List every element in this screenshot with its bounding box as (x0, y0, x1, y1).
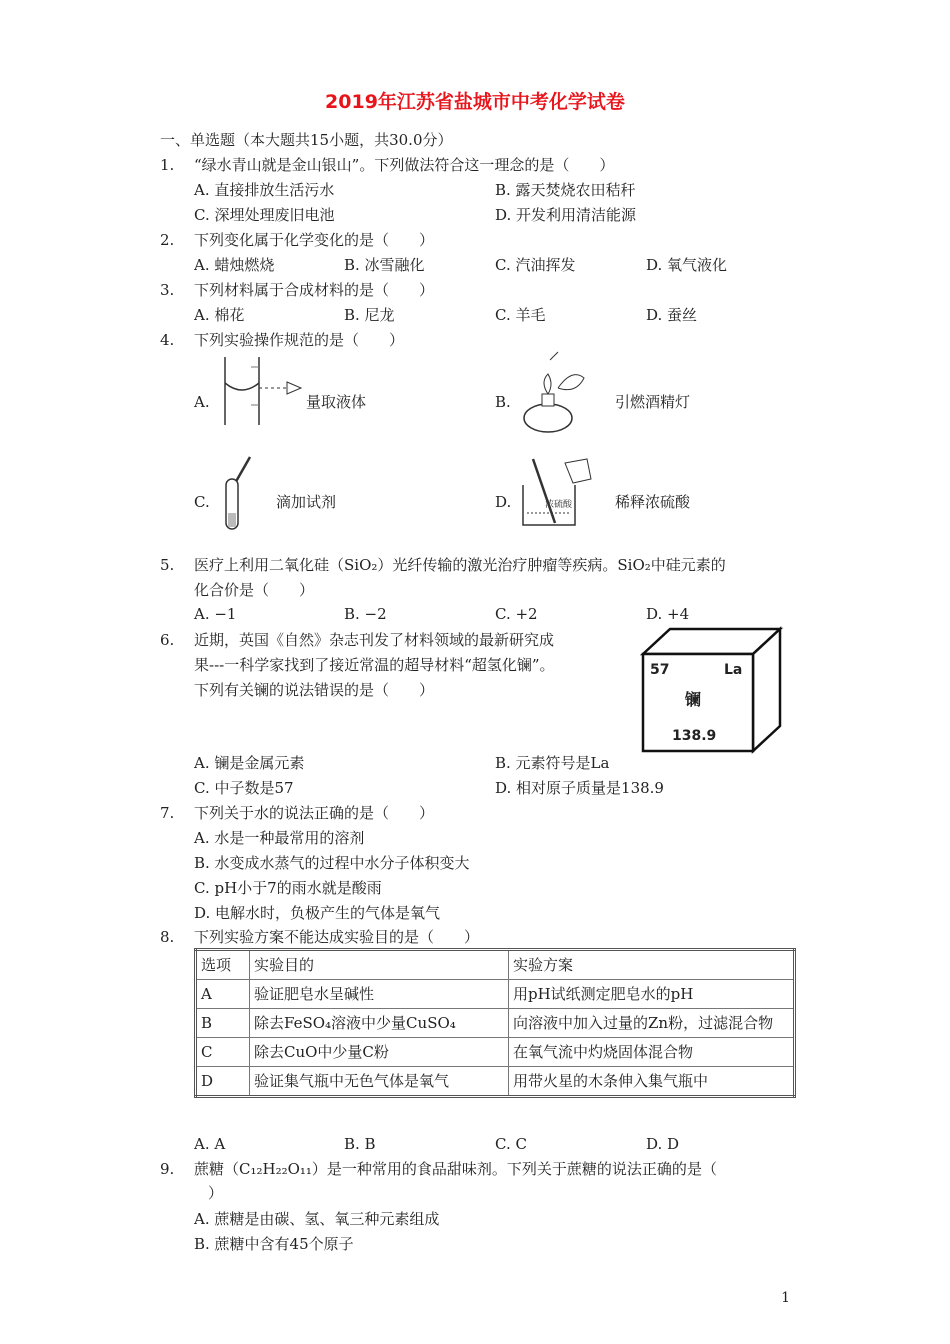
element-symbol: La (724, 662, 743, 678)
table-cell: 用带火星的木条伸入集气瓶中 (509, 1067, 795, 1097)
q5-stem-line2: 化合价是（ ） (194, 581, 315, 599)
q4-option-d: D. (495, 493, 512, 511)
q4-caption-b: 引燃酒精灯 (615, 393, 691, 411)
q4-caption-d: 稀释浓硫酸 (615, 493, 691, 511)
element-atomic-number: 57 (650, 662, 670, 678)
table-header-cell: 选项 (196, 950, 250, 980)
q4-number: 4. (160, 331, 175, 349)
table-header-row (196, 950, 795, 980)
q2-stem: 下列变化属于化学变化的是（ ） (194, 231, 435, 249)
q1-stem: “绿水青山就是金山银山”。下列做法符合这一理念的是（ ） (194, 156, 615, 174)
q7-stem: 下列关于水的说法正确的是（ ） (194, 804, 435, 822)
q8-option-b: B. B (344, 1135, 376, 1153)
q3-option-b: B. 尼龙 (344, 306, 395, 324)
q9-stem-line1: 蔗糖（C₁₂H₂₂O₁₁）是一种常用的食品甜味剂。下列关于蔗糖的说法正确的是（ (194, 1160, 717, 1178)
dropper-test-tube-icon (220, 455, 260, 535)
q5-option-a: A. −1 (194, 605, 237, 623)
q1-option-b: B. 露天焚烧农田秸秆 (495, 181, 636, 199)
q6-option-d: D. 相对原子质量是138.9 (495, 779, 664, 797)
table-cell: 除去CuO中少量C粉 (250, 1038, 509, 1067)
q8-option-d: D. D (646, 1135, 680, 1153)
table-row (196, 1009, 795, 1038)
lanthanum-element-card (640, 626, 785, 754)
q1-option-d: D. 开发利用清洁能源 (495, 206, 637, 224)
q8-option-a: A. A (194, 1135, 226, 1153)
table-header-cell: 实验目的 (250, 950, 509, 980)
table-row (196, 980, 795, 1009)
q5-option-c: C. +2 (495, 605, 538, 623)
q3-option-a: A. 棉花 (194, 306, 245, 324)
q4-caption-a: 量取液体 (306, 393, 367, 411)
table-cell: 验证肥皂水呈碱性 (250, 980, 509, 1009)
q9-option-b: B. 蔗糖中含有45个原子 (194, 1235, 354, 1253)
q4-caption-c: 滴加试剂 (276, 493, 337, 511)
q3-stem: 下列材料属于合成材料的是（ ） (194, 281, 435, 299)
q2-option-b: B. 冰雪融化 (344, 256, 425, 274)
q8-number: 8. (160, 928, 175, 946)
q3-option-d: D. 蚕丝 (646, 306, 698, 324)
q6-option-c: C. 中子数是57 (194, 779, 294, 797)
q5-stem-line1: 医疗上利用二氧化硅（SiO₂）光纤传输的激光治疗肿瘤等疾病。SiO₂中硅元素的 (194, 556, 726, 574)
q2-option-c: C. 汽油挥发 (495, 256, 576, 274)
table-cell: A (196, 980, 250, 1009)
q9-number: 9. (160, 1160, 175, 1178)
q4-option-b: B. (495, 393, 511, 411)
q3-option-c: C. 羊毛 (495, 306, 546, 324)
q6-stem-line1: 近期，英国《自然》杂志刊发了材料领域的最新研究成 (194, 631, 555, 649)
q1-number: 1. (160, 156, 175, 174)
q9-option-a: A. 蔗糖是由碳、氢、氧三种元素组成 (194, 1210, 440, 1228)
svg-text:浓硫酸: 浓硫酸 (545, 500, 573, 510)
q4-option-c: C. (194, 493, 210, 511)
q6-stem-line2: 果---一科学家找到了接近常温的超导材料“超氢化镧”。 (194, 656, 555, 674)
diluting-acid-beaker-icon (515, 455, 600, 530)
q2-number: 2. (160, 231, 175, 249)
table-cell: 除去FeSO₄溶液中少量CuSO₄ (250, 1009, 509, 1038)
q7-number: 7. (160, 804, 175, 822)
table-cell: D (196, 1067, 250, 1097)
q1-option-c: C. 深埋处理废旧电池 (194, 206, 335, 224)
q7-option-b: B. 水变成水蒸气的过程中水分子体积变大 (194, 854, 470, 872)
q5-number: 5. (160, 556, 175, 574)
q3-number: 3. (160, 281, 175, 299)
alcohol-lamp-lighting-icon (520, 348, 590, 438)
q5-option-b: B. −2 (344, 605, 387, 623)
q4-option-a: A. (194, 393, 210, 411)
q6-number: 6. (160, 631, 175, 649)
page-title: 2019年江苏省盐城市中考化学试卷 (325, 91, 625, 113)
q2-option-d: D. 氧气液化 (646, 256, 728, 274)
q9-stem-line2: ） (208, 1184, 224, 1202)
table-cell: 在氧气流中灼烧固体混合物 (509, 1038, 795, 1067)
q6-option-b: B. 元素符号是La (495, 754, 610, 772)
table-header-cell: 实验方案 (509, 950, 795, 980)
q5-option-d: D. +4 (646, 605, 690, 623)
q4-stem: 下列实验操作规范的是（ ） (194, 331, 405, 349)
table-cell: B (196, 1009, 250, 1038)
table-row (196, 1067, 795, 1097)
table-row (196, 1038, 795, 1067)
section-heading: 一、单选题（本大题共15小题，共30.0分） (160, 131, 453, 149)
element-name: 镧 (685, 690, 702, 709)
q6-stem-line3: 下列有关镧的说法错误的是（ ） (194, 681, 435, 699)
page-number: 1 (781, 1290, 790, 1306)
graduated-cylinder-reading-icon (215, 355, 305, 427)
table-cell: 用pH试纸测定肥皂水的pH (509, 980, 795, 1009)
q2-option-a: A. 蜡烛燃烧 (194, 256, 275, 274)
q6-option-a: A. 镧是金属元素 (194, 754, 305, 772)
table-cell: C (196, 1038, 250, 1067)
q8-stem: 下列实验方案不能达成实验目的是（ ） (194, 928, 480, 946)
table-cell: 向溶液中加入过量的Zn粉，过滤混合物 (509, 1009, 795, 1038)
q8-option-c: C. C (495, 1135, 527, 1153)
q7-option-d: D. 电解水时，负极产生的气体是氧气 (194, 904, 441, 922)
q1-option-a: A. 直接排放生活污水 (194, 181, 335, 199)
q8-experiment-table (194, 948, 796, 1098)
q7-option-c: C. pH小于7的雨水就是酸雨 (194, 879, 382, 897)
element-mass: 138.9 (672, 728, 717, 744)
table-cell: 验证集气瓶中无色气体是氧气 (250, 1067, 509, 1097)
q7-option-a: A. 水是一种最常用的溶剂 (194, 829, 365, 847)
